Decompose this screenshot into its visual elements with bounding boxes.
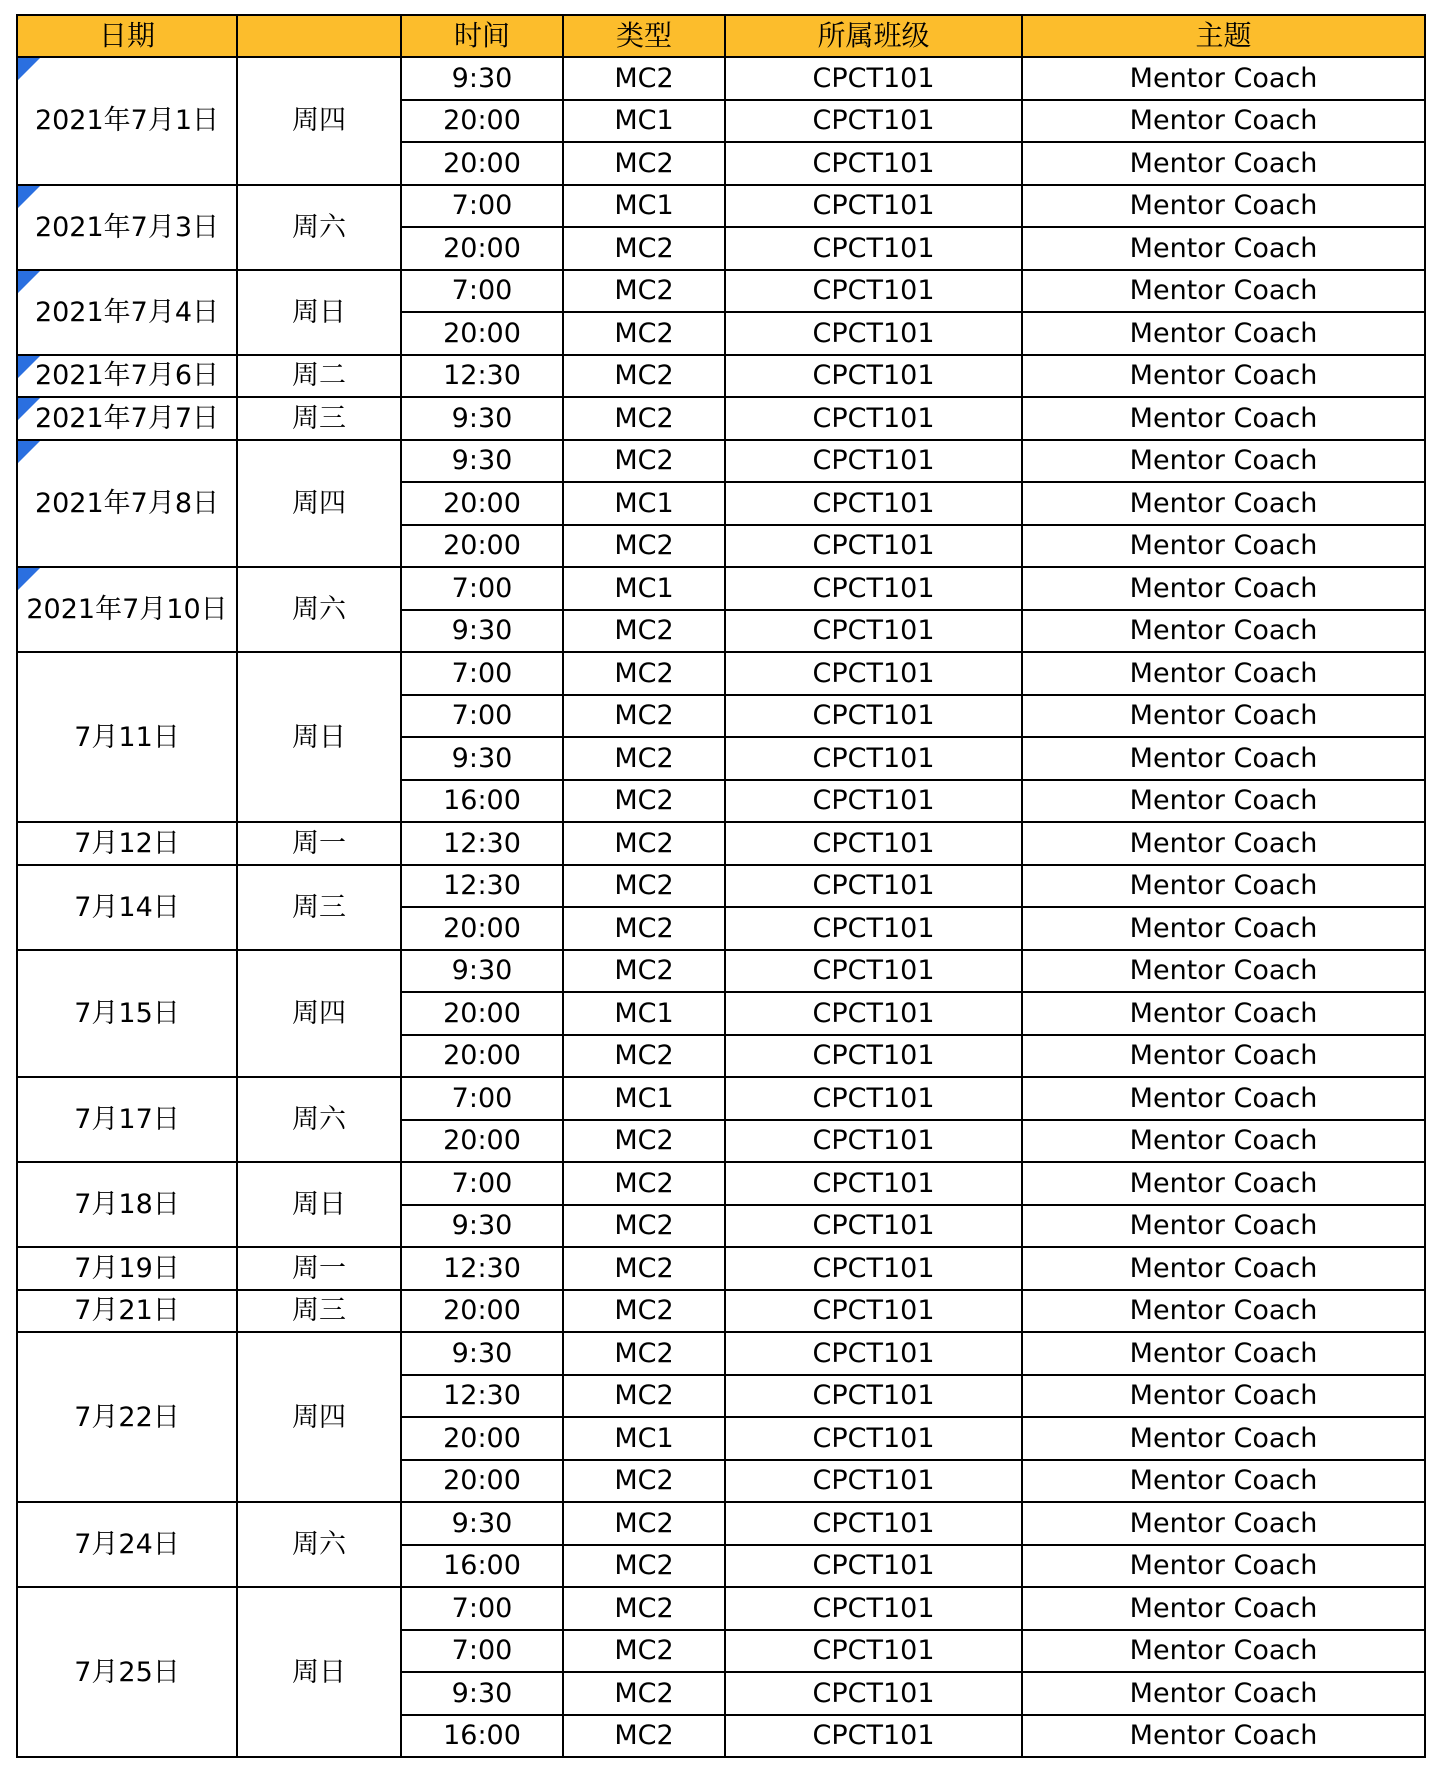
time-cell[interactable]: 16:00 (401, 1715, 563, 1758)
topic-cell[interactable]: Mentor Coach (1022, 100, 1425, 143)
date-label: 2021年7月7日 (34, 402, 220, 434)
header-class[interactable]: 所属班级 (725, 15, 1022, 57)
date-label: 2021年7月6日 (34, 360, 220, 392)
table-row (17, 822, 1425, 865)
table-row (17, 567, 1425, 610)
time-cell[interactable]: 20:00 (401, 907, 563, 950)
time-cell[interactable]: 20:00 (401, 1120, 563, 1163)
type-cell[interactable]: MC2 (563, 1545, 725, 1588)
topic-cell[interactable]: Mentor Coach (1022, 57, 1425, 100)
date-cell[interactable] (17, 1162, 237, 1247)
weekday-cell[interactable]: 周四 (237, 1332, 401, 1502)
schedule-body (17, 57, 1425, 1757)
type-cell[interactable]: MC2 (563, 440, 725, 483)
time-cell[interactable]: 9:30 (401, 1672, 563, 1715)
topic-cell[interactable]: Mentor Coach (1022, 1375, 1425, 1418)
time-cell[interactable]: 12:30 (401, 1247, 563, 1290)
header-topic[interactable]: 主题 (1022, 15, 1425, 57)
topic-cell[interactable]: Mentor Coach (1022, 992, 1425, 1035)
time-cell[interactable]: 20:00 (401, 1290, 563, 1333)
comment-indicator-icon[interactable] (18, 58, 40, 80)
type-cell[interactable]: MC2 (563, 142, 725, 185)
topic-cell[interactable]: Mentor Coach (1022, 1247, 1425, 1290)
weekday-cell[interactable]: 周四 (237, 57, 401, 185)
time-cell[interactable]: 9:30 (401, 440, 563, 483)
table-row (17, 1587, 1425, 1630)
time-cell[interactable]: 20:00 (401, 1035, 563, 1078)
class-cell[interactable]: CPCT101 (725, 1077, 1022, 1120)
weekday-cell[interactable]: 周六 (237, 1077, 401, 1162)
time-cell[interactable]: 9:30 (401, 57, 563, 100)
topic-cell[interactable]: Mentor Coach (1022, 1502, 1425, 1545)
topic-cell[interactable]: Mentor Coach (1022, 737, 1425, 780)
type-cell[interactable]: MC2 (563, 1332, 725, 1375)
weekday-cell[interactable]: 周四 (237, 950, 401, 1078)
class-cell[interactable]: CPCT101 (725, 482, 1022, 525)
type-cell[interactable]: MC2 (563, 1630, 725, 1673)
table-row (17, 397, 1425, 440)
table-row (17, 355, 1425, 398)
date-cell[interactable] (17, 440, 237, 568)
time-cell[interactable]: 20:00 (401, 312, 563, 355)
header-row (17, 15, 1425, 57)
time-cell[interactable]: 7:00 (401, 1077, 563, 1120)
type-cell[interactable]: MC2 (563, 695, 725, 738)
class-cell[interactable]: CPCT101 (725, 992, 1022, 1035)
date-cell[interactable] (17, 1587, 237, 1757)
weekday-cell[interactable]: 周六 (237, 567, 401, 652)
class-cell[interactable]: CPCT101 (725, 1120, 1022, 1163)
type-cell[interactable]: MC1 (563, 185, 725, 228)
topic-cell[interactable]: Mentor Coach (1022, 907, 1425, 950)
time-cell[interactable]: 7:00 (401, 1162, 563, 1205)
class-cell[interactable]: CPCT101 (725, 1587, 1022, 1630)
type-cell[interactable]: MC2 (563, 57, 725, 100)
topic-cell[interactable]: Mentor Coach (1022, 270, 1425, 313)
header-time[interactable]: 时间 (401, 15, 563, 57)
time-cell[interactable]: 12:30 (401, 865, 563, 908)
table-row (17, 1332, 1425, 1375)
class-cell[interactable]: CPCT101 (725, 525, 1022, 568)
class-cell[interactable]: CPCT101 (725, 1247, 1022, 1290)
time-cell[interactable]: 7:00 (401, 185, 563, 228)
time-cell[interactable]: 9:30 (401, 1332, 563, 1375)
class-cell[interactable]: CPCT101 (725, 1035, 1022, 1078)
time-cell[interactable]: 20:00 (401, 482, 563, 525)
date-cell[interactable] (17, 185, 237, 270)
time-cell[interactable]: 16:00 (401, 780, 563, 823)
comment-indicator-icon[interactable] (18, 186, 40, 208)
type-cell[interactable]: MC2 (563, 737, 725, 780)
weekday-cell[interactable]: 周日 (237, 652, 401, 822)
topic-cell[interactable]: Mentor Coach (1022, 610, 1425, 653)
class-cell[interactable]: CPCT101 (725, 567, 1022, 610)
date-label: 7月11日 (74, 721, 180, 753)
date-label: 7月14日 (74, 891, 180, 923)
topic-cell[interactable]: Mentor Coach (1022, 1545, 1425, 1588)
topic-cell[interactable]: Mentor Coach (1022, 1205, 1425, 1248)
class-cell[interactable]: CPCT101 (725, 822, 1022, 865)
time-cell[interactable]: 20:00 (401, 100, 563, 143)
type-cell[interactable]: MC2 (563, 1672, 725, 1715)
topic-cell[interactable]: Mentor Coach (1022, 865, 1425, 908)
schedule-sheet (16, 14, 1424, 1758)
class-cell[interactable]: CPCT101 (725, 312, 1022, 355)
date-label: 7月18日 (74, 1189, 180, 1220)
date-cell[interactable] (17, 1290, 237, 1333)
topic-cell[interactable]: Mentor Coach (1022, 1290, 1425, 1333)
class-cell[interactable]: CPCT101 (725, 100, 1022, 143)
type-cell[interactable]: MC1 (563, 567, 725, 610)
date-label: 2021年7月1日 (34, 105, 220, 137)
time-cell[interactable]: 20:00 (401, 525, 563, 568)
schedule-table (16, 14, 1426, 1758)
type-cell[interactable]: MC2 (563, 1035, 725, 1078)
class-cell[interactable]: CPCT101 (725, 142, 1022, 185)
table-row (17, 950, 1425, 993)
class-cell[interactable]: CPCT101 (725, 1162, 1022, 1205)
time-cell[interactable]: 7:00 (401, 652, 563, 695)
time-cell[interactable]: 9:30 (401, 610, 563, 653)
date-cell[interactable] (17, 1077, 237, 1162)
time-cell[interactable]: 20:00 (401, 227, 563, 270)
class-cell[interactable]: CPCT101 (725, 780, 1022, 823)
table-row (17, 270, 1425, 313)
topic-cell[interactable]: Mentor Coach (1022, 397, 1425, 440)
topic-cell[interactable]: Mentor Coach (1022, 950, 1425, 993)
date-cell[interactable] (17, 270, 237, 355)
topic-cell[interactable]: Mentor Coach (1022, 652, 1425, 695)
type-cell[interactable]: MC1 (563, 482, 725, 525)
date-cell[interactable] (17, 950, 237, 1078)
type-cell[interactable]: MC2 (563, 1247, 725, 1290)
type-cell[interactable]: MC2 (563, 822, 725, 865)
date-cell[interactable] (17, 567, 237, 652)
table-row (17, 185, 1425, 228)
topic-cell[interactable]: Mentor Coach (1022, 1332, 1425, 1375)
comment-indicator-icon[interactable] (18, 271, 40, 293)
type-cell[interactable]: MC2 (563, 907, 725, 950)
class-cell[interactable]: CPCT101 (725, 610, 1022, 653)
weekday-cell[interactable]: 周日 (237, 1587, 401, 1757)
weekday-cell[interactable]: 周一 (237, 822, 401, 865)
date-label: 2021年7月3日 (34, 211, 220, 243)
date-label: 7月15日 (74, 997, 180, 1029)
header-date[interactable]: 日期 (17, 15, 237, 57)
type-cell[interactable]: MC2 (563, 1290, 725, 1333)
topic-cell[interactable]: Mentor Coach (1022, 1417, 1425, 1460)
date-label: 7月17日 (74, 1104, 180, 1135)
type-cell[interactable]: MC2 (563, 1460, 725, 1503)
topic-cell[interactable]: Mentor Coach (1022, 142, 1425, 185)
date-label: 7月25日 (74, 1656, 180, 1688)
weekday-cell[interactable]: 周六 (237, 1502, 401, 1587)
time-cell[interactable]: 20:00 (401, 1460, 563, 1503)
type-cell[interactable]: MC2 (563, 312, 725, 355)
time-cell[interactable]: 12:30 (401, 822, 563, 865)
time-cell[interactable]: 7:00 (401, 695, 563, 738)
class-cell[interactable]: CPCT101 (725, 1417, 1022, 1460)
time-cell[interactable]: 12:30 (401, 355, 563, 398)
time-cell[interactable]: 16:00 (401, 1545, 563, 1588)
type-cell[interactable]: MC2 (563, 1502, 725, 1545)
weekday-cell[interactable]: 周一 (237, 1247, 401, 1290)
time-cell[interactable]: 7:00 (401, 270, 563, 313)
topic-cell[interactable]: Mentor Coach (1022, 1120, 1425, 1163)
date-cell[interactable] (17, 1502, 237, 1587)
type-cell[interactable]: MC2 (563, 1715, 725, 1758)
topic-cell[interactable]: Mentor Coach (1022, 1715, 1425, 1758)
type-cell[interactable]: MC2 (563, 652, 725, 695)
type-cell[interactable]: MC2 (563, 1205, 725, 1248)
table-row (17, 865, 1425, 908)
type-cell[interactable]: MC2 (563, 355, 725, 398)
topic-cell[interactable]: Mentor Coach (1022, 440, 1425, 483)
type-cell[interactable]: MC1 (563, 100, 725, 143)
topic-cell[interactable]: Mentor Coach (1022, 695, 1425, 738)
date-cell[interactable] (17, 397, 237, 440)
type-cell[interactable]: MC2 (563, 397, 725, 440)
comment-indicator-icon[interactable] (18, 398, 40, 420)
comment-indicator-icon[interactable] (18, 441, 40, 463)
class-cell[interactable]: CPCT101 (725, 1332, 1022, 1375)
class-cell[interactable]: CPCT101 (725, 907, 1022, 950)
time-cell[interactable]: 9:30 (401, 1205, 563, 1248)
table-row (17, 1162, 1425, 1205)
date-cell[interactable] (17, 822, 237, 865)
header-weekday[interactable] (237, 15, 401, 57)
class-cell[interactable]: CPCT101 (725, 1545, 1022, 1588)
date-label: 7月22日 (74, 1401, 180, 1433)
table-row (17, 652, 1425, 695)
topic-cell[interactable]: Mentor Coach (1022, 1077, 1425, 1120)
comment-indicator-icon[interactable] (18, 356, 40, 378)
date-cell[interactable] (17, 355, 237, 398)
time-cell[interactable]: 20:00 (401, 1417, 563, 1460)
time-cell[interactable]: 20:00 (401, 142, 563, 185)
class-cell[interactable]: CPCT101 (725, 865, 1022, 908)
class-cell[interactable]: CPCT101 (725, 1672, 1022, 1715)
class-cell[interactable]: CPCT101 (725, 397, 1022, 440)
class-cell[interactable]: CPCT101 (725, 227, 1022, 270)
type-cell[interactable]: MC1 (563, 1417, 725, 1460)
topic-cell[interactable]: Mentor Coach (1022, 822, 1425, 865)
table-row (17, 1502, 1425, 1545)
time-cell[interactable]: 9:30 (401, 737, 563, 780)
weekday-cell[interactable]: 周二 (237, 355, 401, 398)
type-cell[interactable]: MC2 (563, 1120, 725, 1163)
comment-indicator-icon[interactable] (18, 568, 40, 590)
class-cell[interactable]: CPCT101 (725, 57, 1022, 100)
class-cell[interactable]: CPCT101 (725, 1502, 1022, 1545)
date-cell[interactable] (17, 1332, 237, 1502)
topic-cell[interactable]: Mentor Coach (1022, 1630, 1425, 1673)
date-label: 7月21日 (74, 1295, 180, 1327)
date-cell[interactable] (17, 57, 237, 185)
date-cell[interactable] (17, 652, 237, 822)
header-type[interactable]: 类型 (563, 15, 725, 57)
date-label: 2021年7月4日 (34, 296, 220, 328)
weekday-cell[interactable]: 周日 (237, 270, 401, 355)
type-cell[interactable]: MC1 (563, 1077, 725, 1120)
time-cell[interactable]: 9:30 (401, 397, 563, 440)
class-cell[interactable]: CPCT101 (725, 1630, 1022, 1673)
time-cell[interactable]: 7:00 (401, 1630, 563, 1673)
date-label: 2021年7月10日 (26, 594, 228, 625)
type-cell[interactable]: MC2 (563, 270, 725, 313)
topic-cell[interactable]: Mentor Coach (1022, 1162, 1425, 1205)
date-label: 2021年7月8日 (34, 487, 220, 519)
topic-cell[interactable]: Mentor Coach (1022, 525, 1425, 568)
class-cell[interactable]: CPCT101 (725, 440, 1022, 483)
weekday-cell[interactable]: 周三 (237, 1290, 401, 1333)
type-cell[interactable]: MC1 (563, 992, 725, 1035)
date-label: 7月19日 (74, 1252, 180, 1284)
class-cell[interactable]: CPCT101 (725, 270, 1022, 313)
weekday-cell[interactable]: 周日 (237, 1162, 401, 1247)
class-cell[interactable]: CPCT101 (725, 1290, 1022, 1333)
topic-cell[interactable]: Mentor Coach (1022, 1035, 1425, 1078)
date-cell[interactable] (17, 1247, 237, 1290)
date-cell[interactable] (17, 865, 237, 950)
table-row (17, 1077, 1425, 1120)
type-cell[interactable]: MC2 (563, 227, 725, 270)
class-cell[interactable]: CPCT101 (725, 185, 1022, 228)
type-cell[interactable]: MC2 (563, 610, 725, 653)
topic-cell[interactable]: Mentor Coach (1022, 1460, 1425, 1503)
time-cell[interactable]: 7:00 (401, 567, 563, 610)
table-row (17, 440, 1425, 483)
time-cell[interactable]: 9:30 (401, 1502, 563, 1545)
time-cell[interactable]: 20:00 (401, 992, 563, 1035)
topic-cell[interactable]: Mentor Coach (1022, 567, 1425, 610)
type-cell[interactable]: MC2 (563, 950, 725, 993)
time-cell[interactable]: 7:00 (401, 1587, 563, 1630)
class-cell[interactable]: CPCT101 (725, 950, 1022, 993)
topic-cell[interactable]: Mentor Coach (1022, 1587, 1425, 1630)
weekday-cell[interactable]: 周三 (237, 397, 401, 440)
topic-cell[interactable]: Mentor Coach (1022, 482, 1425, 525)
class-cell[interactable]: CPCT101 (725, 1715, 1022, 1758)
class-cell[interactable]: CPCT101 (725, 737, 1022, 780)
topic-cell[interactable]: Mentor Coach (1022, 780, 1425, 823)
type-cell[interactable]: MC2 (563, 865, 725, 908)
topic-cell[interactable]: Mentor Coach (1022, 227, 1425, 270)
topic-cell[interactable]: Mentor Coach (1022, 185, 1425, 228)
topic-cell[interactable]: Mentor Coach (1022, 312, 1425, 355)
weekday-cell[interactable]: 周六 (237, 185, 401, 270)
type-cell[interactable]: MC2 (563, 1587, 725, 1630)
type-cell[interactable]: MC2 (563, 780, 725, 823)
class-cell[interactable]: CPCT101 (725, 355, 1022, 398)
date-label: 7月12日 (74, 827, 180, 859)
type-cell[interactable]: MC2 (563, 1375, 725, 1418)
class-cell[interactable]: CPCT101 (725, 1205, 1022, 1248)
class-cell[interactable]: CPCT101 (725, 695, 1022, 738)
weekday-cell[interactable]: 周三 (237, 865, 401, 950)
table-row (17, 1247, 1425, 1290)
topic-cell[interactable]: Mentor Coach (1022, 1672, 1425, 1715)
time-cell[interactable]: 12:30 (401, 1375, 563, 1418)
time-cell[interactable]: 9:30 (401, 950, 563, 993)
type-cell[interactable]: MC2 (563, 1162, 725, 1205)
weekday-cell[interactable]: 周四 (237, 440, 401, 568)
class-cell[interactable]: CPCT101 (725, 1460, 1022, 1503)
class-cell[interactable]: CPCT101 (725, 1375, 1022, 1418)
type-cell[interactable]: MC2 (563, 525, 725, 568)
date-label: 7月24日 (74, 1529, 180, 1560)
topic-cell[interactable]: Mentor Coach (1022, 355, 1425, 398)
table-row (17, 57, 1425, 100)
table-row (17, 1290, 1425, 1333)
class-cell[interactable]: CPCT101 (725, 652, 1022, 695)
